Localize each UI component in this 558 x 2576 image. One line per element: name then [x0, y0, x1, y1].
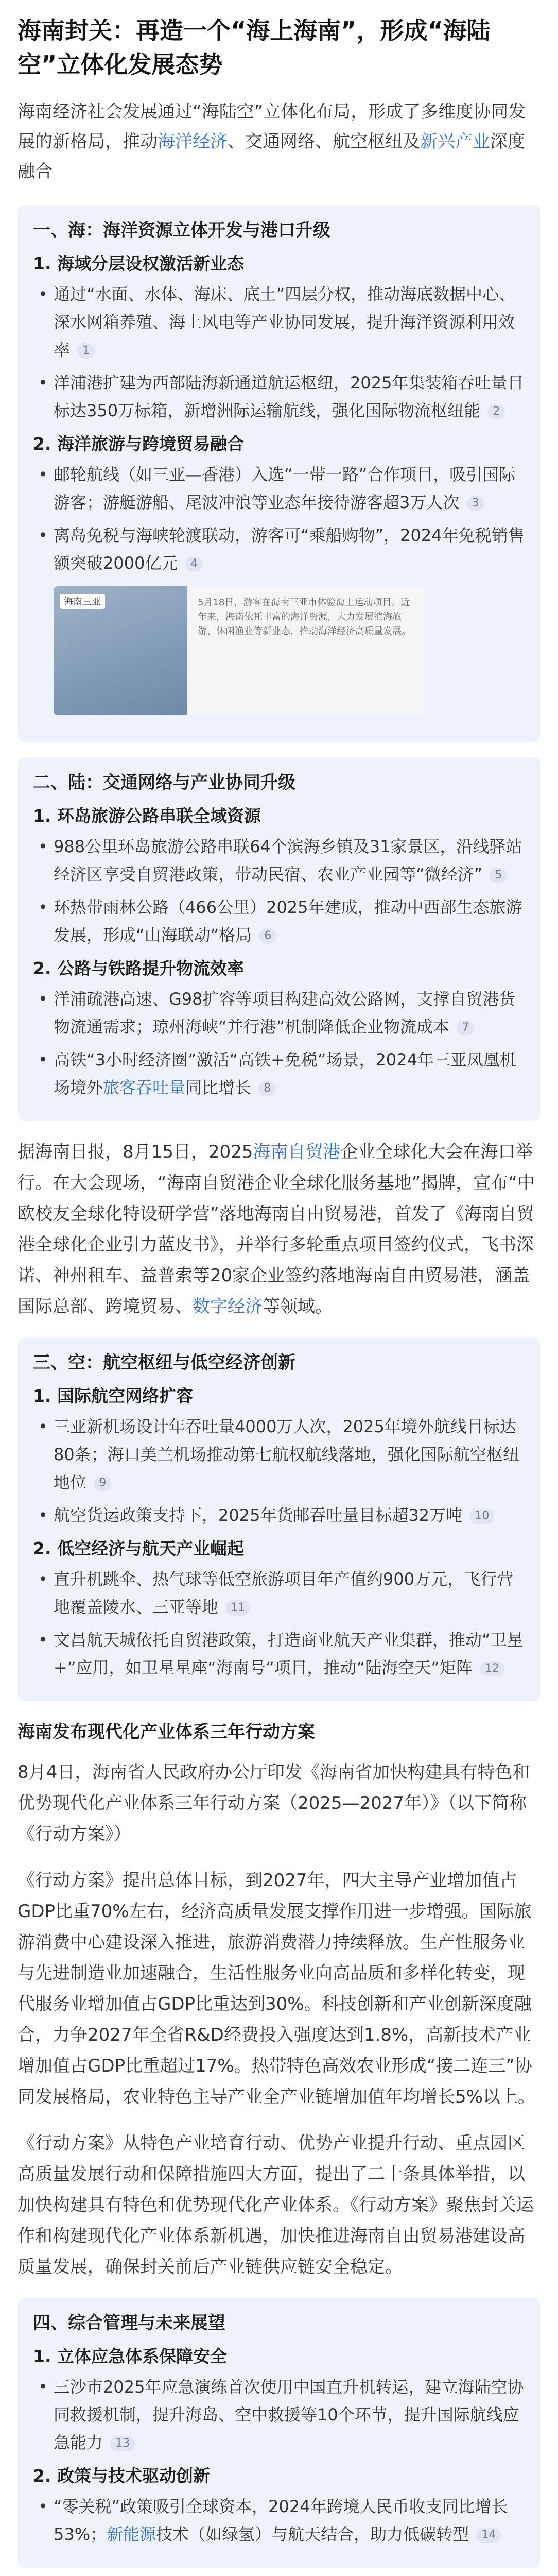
- subsection-header: 2. 公路与铁路提升物流效率: [33, 958, 244, 978]
- news-paragraph: 据海南日报，8月15日，2025海南自贸港企业全球化大会在海口举行。在大会现场，“海南自贸港企业全球化服务基地”揭牌，宣布“中欧校友全球化特设研学营”落地海南自由贸易港，首发了《海南自贸港全球化企业引力蓝皮书》，并举行多轮重点项目签约仪式，飞书深诺、神州租车、益普索等20家企业签约落地海南自由贸易港，涵盖国际总部、跨境贸易、数字经济等领域。: [18, 1142, 535, 1317]
- subsection-header: 1. 国际航空网络扩容: [33, 1386, 193, 1406]
- news-subtitle: 海南发布现代化产业体系三年行动方案: [18, 1722, 315, 1742]
- news-image-card[interactable]: [54, 586, 424, 715]
- news-paragraph: 《行动方案》从特色产业培育行动、优势产业提升行动、重点园区高质量发展行动和保障措施四大方面，提出了二十条具体举措，以加快构建具有特色和优势现代化产业体系。《行动方案》聚焦封关运作和构建现代化产业体系新机遇，加快推进海南自由贸易港建设高质量发展，确保封关前后产业链供应链安全稳定。: [18, 2133, 534, 2277]
- news-paragraph: 8月4日，海南省人民政府办公厅印发《海南省加快构建具有特色和优势现代化产业体系三年行动方案（2025—2027年）》（以下简称《行动方案》）: [18, 1762, 530, 1844]
- section-header: 四、综合管理与未来展望: [33, 2313, 225, 2333]
- citation-badge[interactable]: 5: [490, 868, 507, 883]
- list-item: • 988公里环岛旅游公路串联64个滨海乡镇及31家景区，沿线驿站经济区享受自贸港政策，带动民宿、农业产业园等“微经济” 5: [38, 837, 522, 884]
- link-emerging-industry[interactable]: 新兴产业: [420, 131, 490, 152]
- citation-badge[interactable]: 3: [467, 496, 484, 511]
- list-item: • 航空货运政策支持下，2025年货邮吞吐量目标超32万吨 10: [33, 1501, 525, 1529]
- subsection-header: 1. 海域分层设权激活新业态: [33, 253, 244, 274]
- list-item: • “零关税”政策吸引全球资本，2024年跨境人民币收支同比增长53%；新能源技术（如绿氢）与航天结合，助力低碳转型 14: [38, 2497, 508, 2544]
- list-item: • 文昌航天城依托自贸港政策，打造商业航天产业集群，推动“卫星+”应用，如卫星星座“海南号”项目，推动“陆海空天”矩阵 12: [38, 1630, 524, 1677]
- intro-text: 海南经济社会发展通过“海陆空”立体化布局，形成了多维度协同发展的新格局，推动: [18, 101, 526, 152]
- article-title: 海南封关：再造一个“海上海南”，形成“海陆空”立体化发展态势: [18, 16, 491, 78]
- list-item: • 三亚新机场设计年吞吐量4000万人次，2025年境外航线目标达80条；海口美兰机场推动第七航权航线落地，强化国际航空枢纽地位 9: [38, 1417, 519, 1492]
- list-item: • 洋浦疏港高速、G98扩容等项目构建高效公路网，支撑自贸港货物流通需求；琼州海峡“并行港”机制降低企业物流成本 7: [38, 989, 516, 1037]
- section-header: 三、空：航空枢纽与低空经济创新: [33, 1352, 295, 1373]
- citation-badge[interactable]: 1: [77, 343, 95, 359]
- citation-badge[interactable]: 14: [476, 2528, 501, 2543]
- link-digital-economy[interactable]: 数字经济: [193, 1296, 263, 1317]
- section-air: [18, 1337, 540, 1701]
- citation-badge[interactable]: 13: [110, 2436, 135, 2451]
- news-photo: 海南三亚: [54, 586, 187, 715]
- intro-text-end: 深度融合: [18, 131, 525, 182]
- link-marine-economy[interactable]: 海洋经济: [158, 131, 228, 152]
- list-item: • 直升机跳伞、热气球等低空旅游项目年产值约900万元，飞行营地覆盖陵水、三亚等地 11: [38, 1569, 514, 1617]
- citation-badge[interactable]: 12: [480, 1661, 504, 1676]
- list-item: • 通过“水面、水体、海床、底土”四层分权，推动海底数据中心、深水网箱养殖、海上风电等产业协同发展，提升海洋资源利用效率 1: [38, 284, 516, 360]
- citation-badge[interactable]: 8: [258, 1081, 276, 1096]
- link-passenger-throughput[interactable]: 旅客吞吐量: [103, 1078, 186, 1097]
- list-item: • 三沙市2025年应急演练首次使用中国直升机转运，建立海陆空协同救援机制，提升海岛、空中救援等10个环节，提升国际航线应急能力 13: [38, 2377, 524, 2452]
- section-land: [18, 757, 540, 1121]
- intro-paragraph: [18, 97, 540, 187]
- subsection-header: 2. 低空经济与航天产业崛起: [33, 1538, 244, 1558]
- subsection-header: 2. 政策与技术驱动创新: [33, 2466, 210, 2486]
- citation-badge[interactable]: 9: [94, 1476, 111, 1491]
- section-management: [18, 2298, 540, 2568]
- citation-badge[interactable]: 2: [487, 404, 505, 419]
- citation-badge[interactable]: 11: [225, 1600, 250, 1616]
- citation-badge[interactable]: 7: [457, 1020, 474, 1036]
- citation-badge[interactable]: 6: [259, 928, 276, 944]
- citation-badge[interactable]: 4: [185, 556, 203, 572]
- news-paragraph: 《行动方案》提出总体目标，到2027年，四大主导产业增加值占GDP比重70%左右，经济高质量发展支撑作用进一步增强。国际旅游消费中心建设深入推进，旅游消费潜力持续释放。生产性服务业与先进制造业加速融合，生活性服务业向高品质和多样化转变，现代服务业增加值占GDP比重达到30%。科技创新和产业创新深度融合，力争2027年全省R&D经费投入强度达到1.8%，高新技术产业增加值占GDP比重超过17%。热带特色高效农业形成“接二连三”协同发展格局，农业特色主导产业全产业链增加值年均增长5%以上。: [18, 1870, 535, 2107]
- link-new-energy[interactable]: 新能源: [107, 2524, 156, 2544]
- link-hainan-ftp[interactable]: 海南自贸港: [253, 1142, 341, 1162]
- list-item: • 离岛免税与海峡轮渡联动，游客可“乘船购物”，2024年免税销售额突破2000亿元 4: [38, 526, 525, 573]
- list-item: • 高铁“3小时经济圈”激活“高铁+免税”场景，2024年三亚凤凰机场境外旅客吞吐量同比增长 8: [38, 1050, 516, 1097]
- subsection-header: 1. 环岛旅游公路串联全域资源: [33, 806, 261, 826]
- section-header: 二、陆：交通网络与产业协同升级: [33, 772, 295, 793]
- list-item: • 洋浦港扩建为西部陆海新通道航运枢纽，2025年集装箱吞吐量目标达350万标箱，新增洲际运输航线，强化国际物流枢纽能 2: [38, 373, 524, 420]
- news-image-caption: 5月18日，游客在海南三亚市体验海上运动项目。近年来，海南依托丰富的海洋资源，大力发展滨海旅游、休闲渔业等新业态，推动海洋经济高质量发展。: [198, 597, 411, 637]
- citation-badge[interactable]: 10: [469, 1509, 494, 1524]
- subsection-header: 2. 海洋旅游与跨境贸易融合: [33, 434, 244, 454]
- list-item: • 邮轮航线（如三亚—香港）入选“一带一路”合作项目，吸引国际游客；游艇游船、尾波冲浪等业态年接待游客超3万人次 3: [38, 465, 516, 512]
- list-item: • 环热带雨林公路（466公里）2025年建成，推动中西部生态旅游发展，形成“山海联动”格局 6: [38, 897, 522, 945]
- intro-text-mid: 、交通网络、航空枢纽及: [228, 131, 420, 152]
- section-header: 一、海：海洋资源立体开发与港口升级: [33, 220, 330, 241]
- section-sea: [18, 205, 540, 742]
- subsection-header: 1. 立体应急体系保障安全: [33, 2346, 227, 2366]
